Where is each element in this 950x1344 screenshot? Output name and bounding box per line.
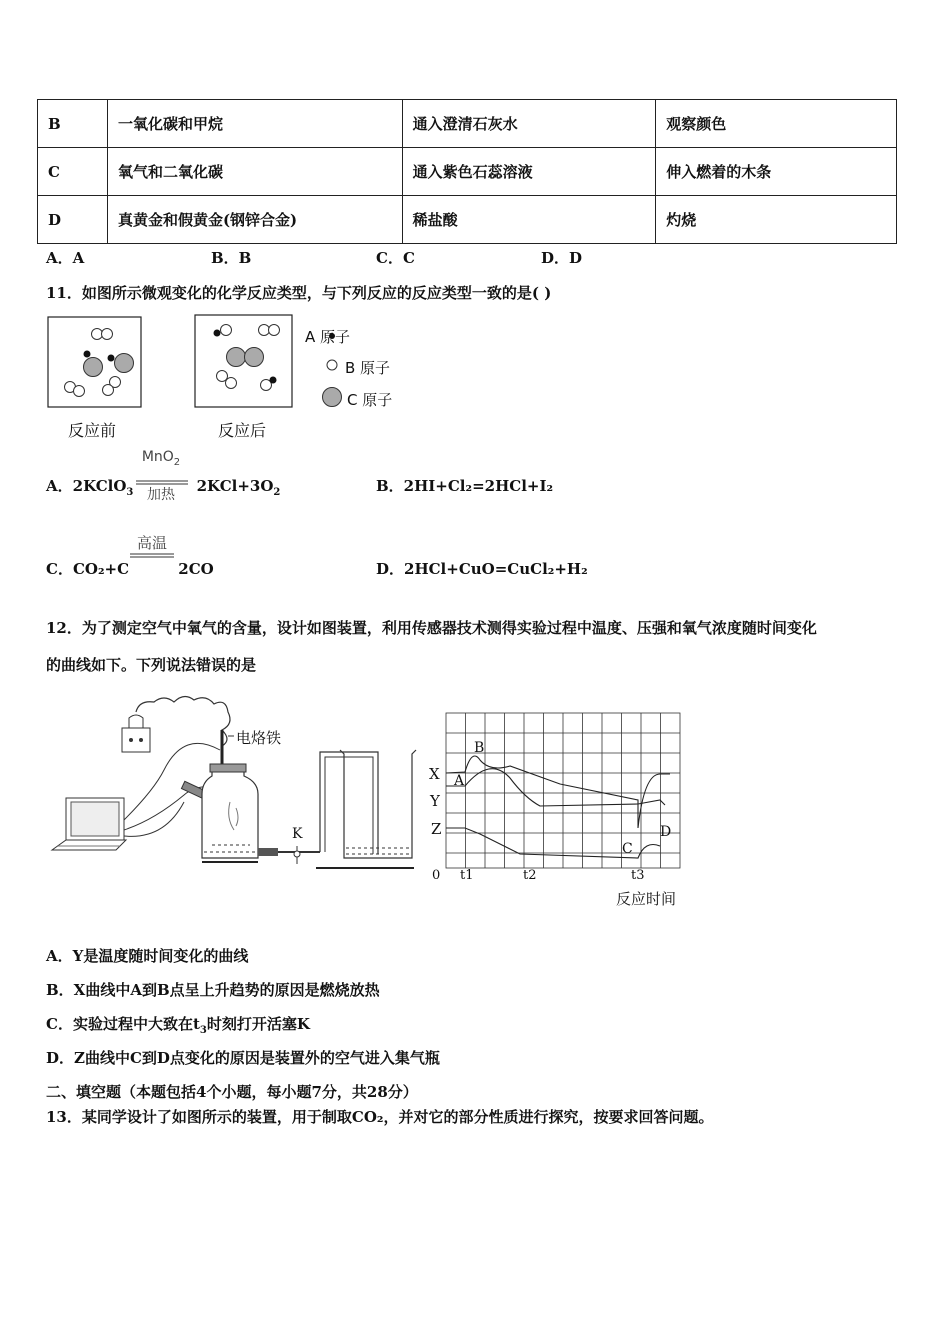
equals-bar [130,553,174,559]
option-c-suffix: 2CO [178,560,214,578]
row-key: D [38,196,108,244]
row-key: B [38,100,108,148]
valve-k-label: K [292,826,303,842]
row-key: C [38,148,108,196]
graph-y-label-z: Z [431,820,442,838]
graph-point-c: C [622,841,633,857]
table-row [38,148,897,196]
legend-a-atom: A 原子 [305,328,351,346]
option-c-prefix: C．CO₂+C [46,560,130,578]
graph-x-tick-t3: t3 [631,868,645,883]
option-a-prefix: A．2KClO [46,477,127,495]
row-substances: 氧气和二氧化碳 [107,148,402,196]
row-method2: 灼烧 [656,196,897,244]
heating-label: 加热 [147,487,175,503]
legend-b-atom: B 原子 [345,359,391,377]
q12-apparatus [44,690,434,880]
option-a-sub2: 2 [273,487,281,498]
q12-question-line2: 的曲线如下。下列说法错误的是 [46,656,257,674]
q10-table [37,99,897,244]
option-c-prefix: C．实验过程中大致在t [46,1015,200,1033]
row-substances: 一氧化碳和甲烷 [107,100,402,148]
graph-y-label-y: Y [430,792,440,810]
option-a-suffix: 2KCl+3O [196,477,274,495]
q10-option-a[interactable]: A．A [46,249,85,267]
graph-point-d: D [660,824,672,840]
graph-x-tick-0: 0 [432,868,441,883]
option-c-suffix: 时刻打开活塞K [206,1015,310,1033]
graph-x-tick-t2: t2 [523,868,537,883]
q12-option-b[interactable]: B．X曲线中A到B点呈上升趋势的原因是燃烧放热 [46,981,380,999]
graph-y-label-x: X [429,765,440,783]
row-substances: 真黄金和假黄金(钢锌合金) [107,196,402,244]
row-method1: 稀盐酸 [402,196,656,244]
row-method1: 通入紫色石蕊溶液 [402,148,656,196]
catalyst-sub: 2 [173,456,181,468]
option-c-sub: 3 [199,1025,207,1036]
q12-question-line1: 12．为了测定空气中氧气的含量，设计如图装置，利用传感器技术测得实验过程中温度、压强和氧气浓度随时间变化 [46,619,817,637]
row-method2: 观察颜色 [656,100,897,148]
catalyst-label [134,449,188,468]
q12-option-a[interactable]: A．Y是温度随时间变化的曲线 [46,947,249,965]
high-temp-label: 高温 [136,534,167,552]
row-method1: 通入澄清石灰水 [402,100,656,148]
q11-option-b[interactable]: B．2HI+Cl₂=2HCl+I₂ [376,477,554,495]
q11-option-c[interactable] [46,558,214,579]
option-a-sub: 3 [126,487,134,498]
graph-x-title: 反应时间 [616,890,677,908]
section-heading: 二、填空题（本题包括4个小题，每小题7分，共28分） [46,1083,418,1101]
row-method2: 伸入燃着的木条 [656,148,897,196]
q10-option-d[interactable]: D．D [541,249,583,267]
label-before: 反应前 [68,421,117,440]
catalyst-top: MnO [141,449,174,465]
q11-question: 11．如图所示微观变化的化学反应类型，与下列反应的反应类型一致的是( ) [46,284,552,302]
q10-option-b[interactable]: B．B [211,249,252,267]
q10-option-c[interactable]: C．C [376,249,415,267]
table-row [38,100,897,148]
label-after: 反应后 [218,421,267,440]
graph-x-tick-t1: t1 [460,868,474,883]
heater-label: 电烙铁 [236,729,282,747]
q13-question: 13．某同学设计了如图所示的装置，用于制取CO₂，并对它的部分性质进行探究，按要求回答问题。 [46,1108,714,1126]
legend-c-atom: C 原子 [347,391,393,409]
q11-option-d[interactable]: D．2HCl+CuO=CuCl₂+H₂ [376,560,588,578]
graph-point-b: B [474,740,485,756]
q12-option-c[interactable] [46,1013,310,1036]
graph-point-a: A [454,773,465,789]
table-row [38,196,897,244]
q12-option-d[interactable]: D．Z曲线中C到D点变化的原因是装置外的空气进入集气瓶 [46,1049,440,1067]
